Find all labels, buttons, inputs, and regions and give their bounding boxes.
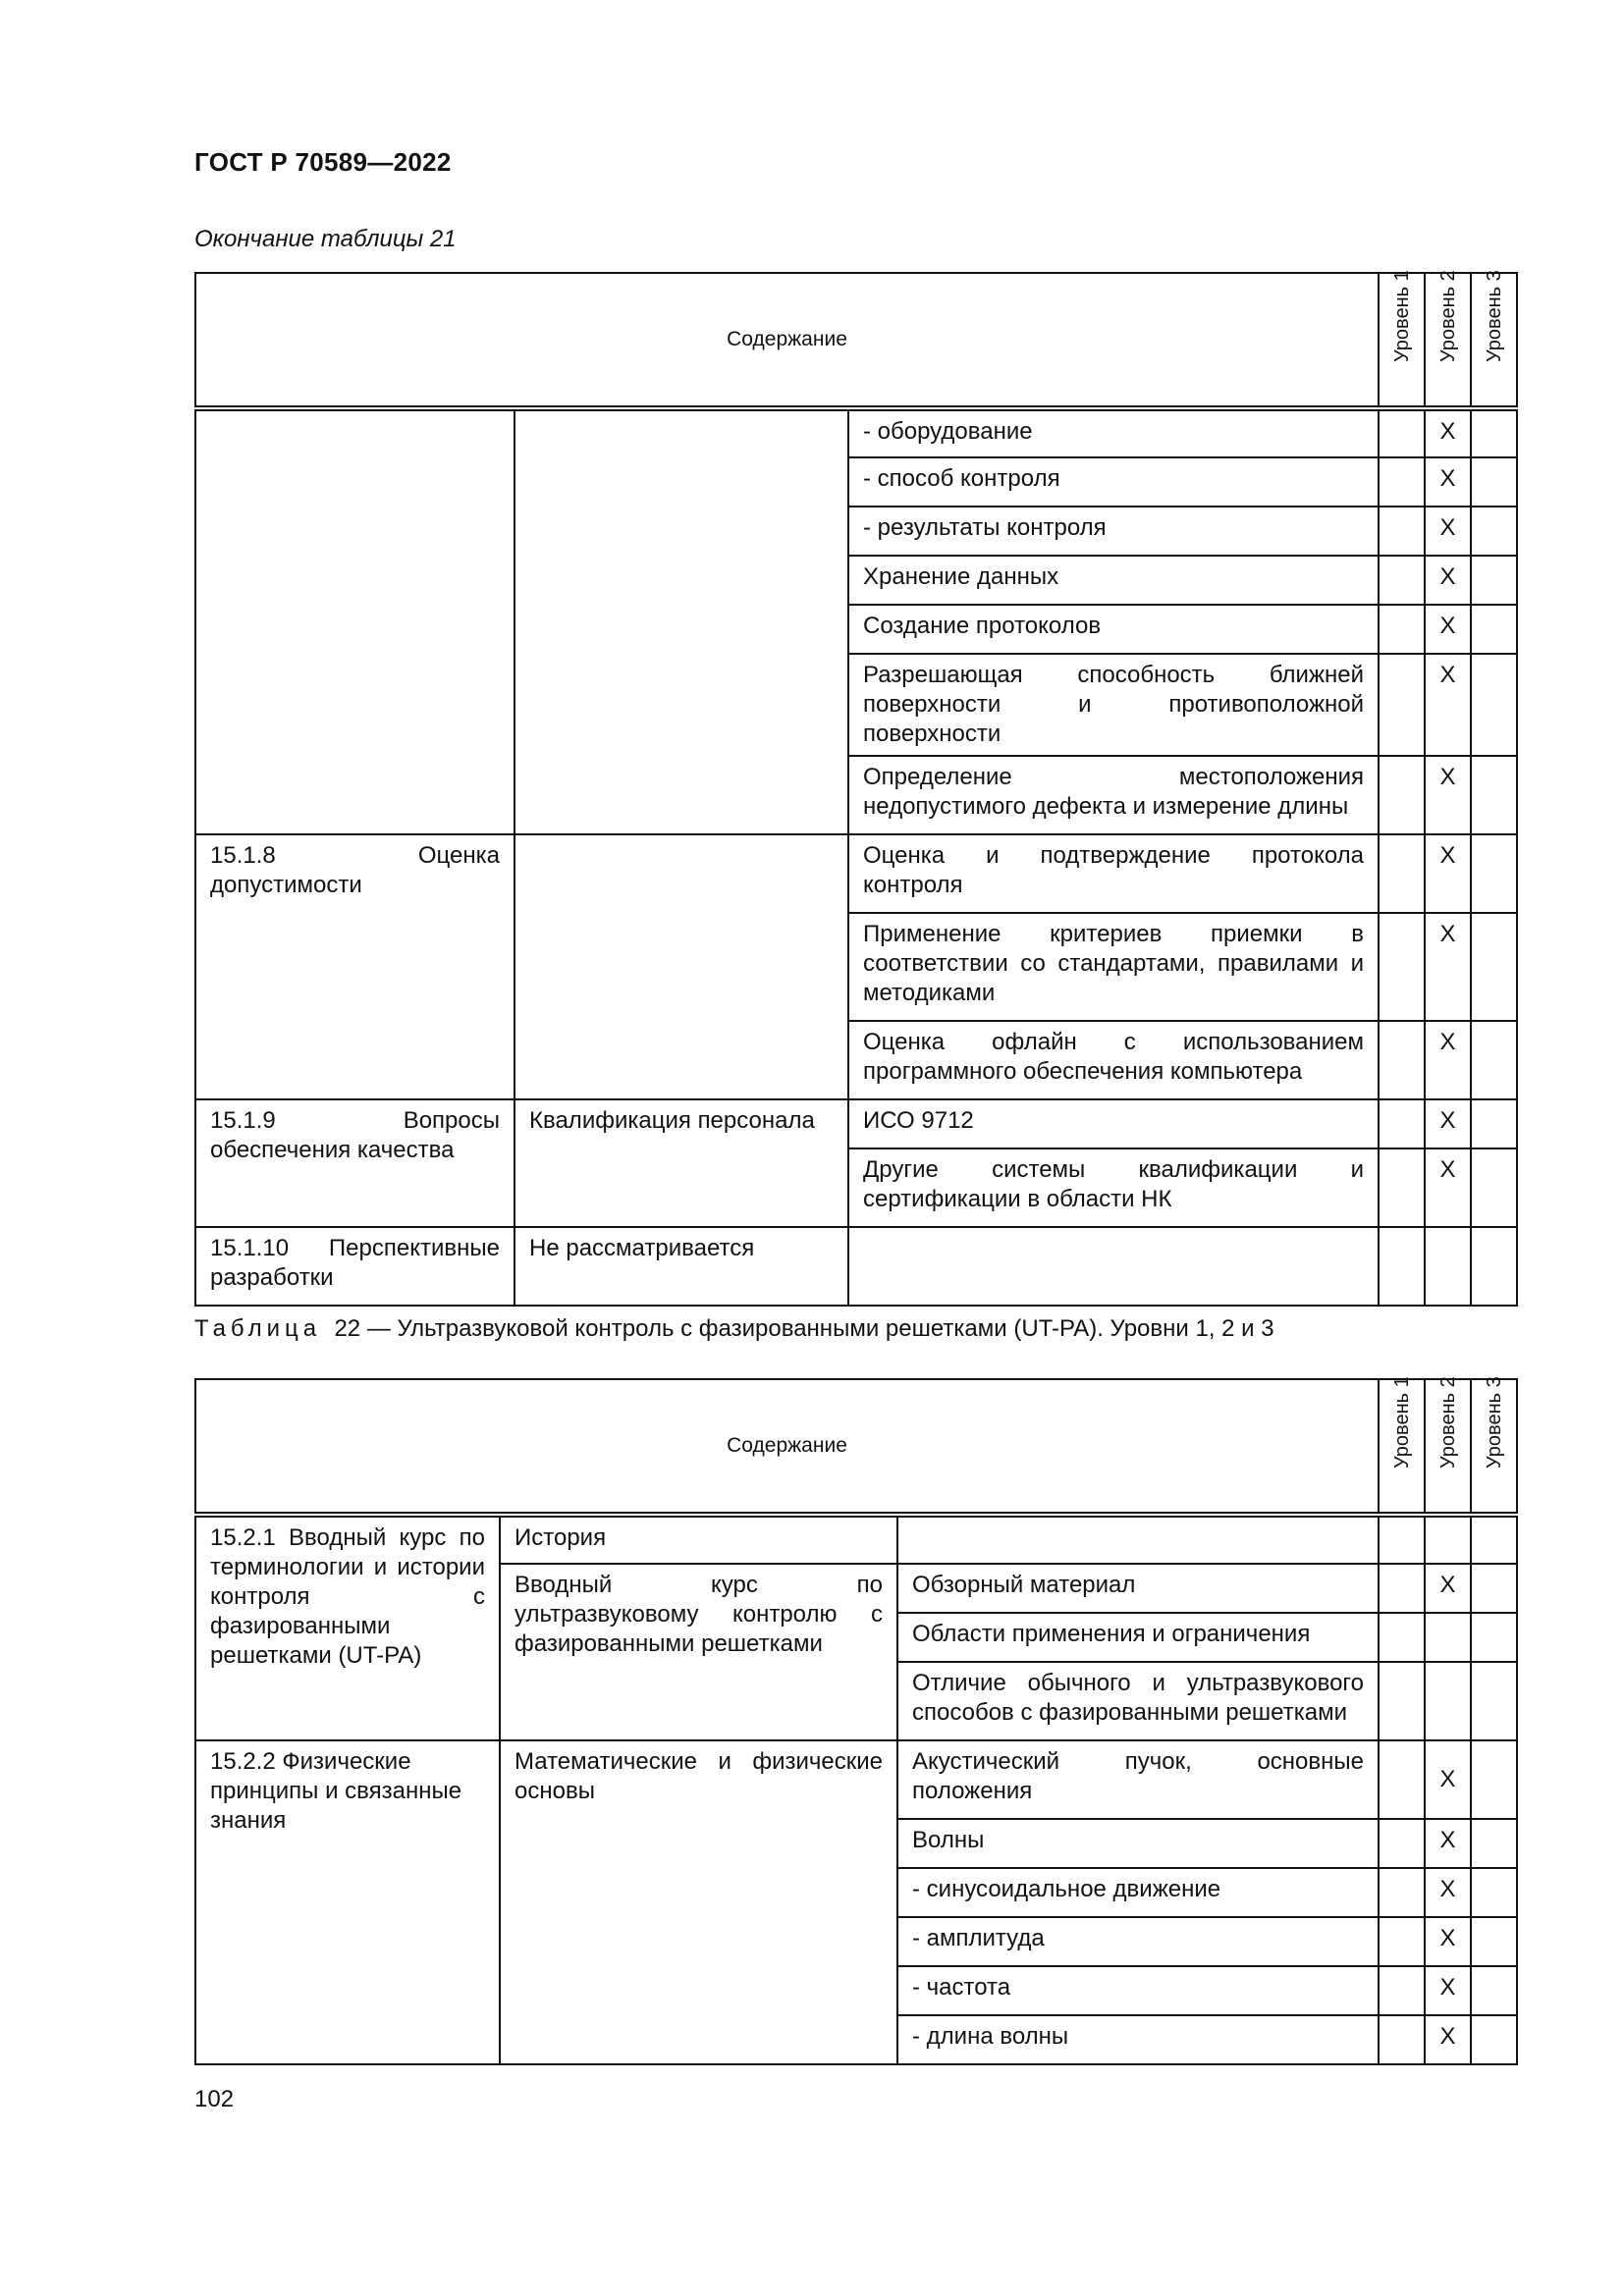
item-cell: Отличие обычного и ультразвукового способов с фазированными решетками: [897, 1662, 1379, 1740]
subsection-intro-course: Вводный курс по ультразвуковому контролю с фазированными решетками: [500, 1564, 897, 1740]
level-2-mark: X: [1425, 1148, 1471, 1227]
section-cell-empty: [195, 408, 514, 834]
level-2-mark: X: [1425, 605, 1471, 654]
subsection-not-considered: Не рассматривается: [514, 1227, 848, 1306]
level-2-mark: [1425, 1515, 1471, 1564]
level-2-mark: X: [1425, 654, 1471, 756]
table-row: [195, 1740, 1517, 1819]
level-2-mark: X: [1425, 1021, 1471, 1099]
subsection-cell-empty: [514, 408, 848, 834]
content-header: Содержание: [195, 273, 1379, 408]
table-row: [195, 1515, 1517, 1564]
table21-caption: Окончание таблицы 21: [194, 226, 457, 252]
item-cell: - оборудование: [848, 408, 1379, 457]
item-cell: - способ контроля: [848, 457, 1379, 507]
level-3-header: Уровень 3: [1471, 1379, 1517, 1515]
item-cell: Оценка офлайн с использованием программного обеспечения компьютера: [848, 1021, 1379, 1099]
subsection-history: История: [500, 1515, 897, 1564]
table-21: [194, 272, 1518, 1307]
item-cell: - амплитуда: [897, 1917, 1379, 1966]
subsection-personnel: Квалификация персонала: [514, 1099, 848, 1227]
item-cell: Разрешающая способность ближней поверхности и противоположной поверхности: [848, 654, 1379, 756]
table22-caption: [194, 1315, 1274, 1343]
table-header-row: [195, 273, 1517, 408]
item-cell: Волны: [897, 1819, 1379, 1868]
level-2-mark: X: [1425, 1740, 1471, 1819]
item-cell: Области применения и ограничения: [897, 1613, 1379, 1662]
level-2-mark: X: [1425, 756, 1471, 834]
page-number: 102: [194, 2086, 235, 2112]
item-cell: Создание протоколов: [848, 605, 1379, 654]
table-row: [195, 834, 1517, 913]
section-15-2-1: 15.2.1 Вводный курс по терминологии и истории контроля с фазированными решетками (UT-PA): [195, 1515, 500, 1740]
section-15-2-2: 15.2.2 Физические принципы и связанные знания: [195, 1740, 500, 2064]
document-id: ГОСТ Р 70589—2022: [194, 147, 452, 177]
subsection-cell-empty: [514, 834, 848, 1099]
table-row: [195, 1227, 1517, 1306]
level-2-mark: X: [1425, 507, 1471, 556]
level-2-mark: X: [1425, 1099, 1471, 1148]
table-22: [194, 1378, 1518, 2065]
level-2-mark: X: [1425, 408, 1471, 457]
level-2-mark: X: [1425, 556, 1471, 605]
level-1-header: Уровень 1: [1379, 273, 1425, 408]
table-row: [195, 1099, 1517, 1148]
item-cell: ИСО 9712: [848, 1099, 1379, 1148]
item-cell: Применение критериев приемки в соответствии со стандартами, правилами и методиками: [848, 913, 1379, 1021]
level-2-mark: X: [1425, 1917, 1471, 1966]
content-header: Содержание: [195, 1379, 1379, 1515]
section-15-1-9: 15.1.9 Вопросы обеспечения качества: [195, 1099, 514, 1227]
level-2-mark: [1425, 1227, 1471, 1306]
level-2-header: Уровень 2: [1425, 273, 1471, 408]
item-cell: - синусоидальное движение: [897, 1868, 1379, 1917]
item-cell: - длина волны: [897, 2015, 1379, 2064]
item-cell: Определение местоположения недопустимого дефекта и измерение длины: [848, 756, 1379, 834]
item-cell: Другие системы квалификации и сертификации в области НК: [848, 1148, 1379, 1227]
table22-caption-title: 22 — Ультразвуковой контроль с фазированными решетками (UT-PA). Уровни 1, 2 и 3: [334, 1315, 1274, 1342]
level-2-mark: X: [1425, 1966, 1471, 2015]
level-2-mark: X: [1425, 1868, 1471, 1917]
level-2-mark: X: [1425, 1564, 1471, 1613]
item-cell: Оценка и подтверждение протокола контроля: [848, 834, 1379, 913]
table-header-row: [195, 1379, 1517, 1515]
level-2-mark: X: [1425, 913, 1471, 1021]
level-1-header: Уровень 1: [1379, 1379, 1425, 1515]
section-15-1-8: 15.1.8 Оценка допустимости: [195, 834, 514, 1099]
item-cell: - частота: [897, 1966, 1379, 2015]
section-15-1-10: 15.1.10 Перспективные разработки: [195, 1227, 514, 1306]
table-row: [195, 408, 1517, 457]
level-2-mark: X: [1425, 2015, 1471, 2064]
level-2-header: Уровень 2: [1425, 1379, 1471, 1515]
item-cell: [897, 1515, 1379, 1564]
level-2-mark: X: [1425, 834, 1471, 913]
table22-caption-word: Таблица: [194, 1315, 322, 1342]
level-2-mark: [1425, 1613, 1471, 1662]
item-cell: Акустический пучок, основные положения: [897, 1740, 1379, 1819]
item-cell: - результаты контроля: [848, 507, 1379, 556]
item-cell: Хранение данных: [848, 556, 1379, 605]
level-2-mark: [1425, 1662, 1471, 1740]
level-2-mark: X: [1425, 1819, 1471, 1868]
level-3-header: Уровень 3: [1471, 273, 1517, 408]
level-2-mark: X: [1425, 457, 1471, 507]
item-cell: Обзорный материал: [897, 1564, 1379, 1613]
subsection-math-physics: Математические и физические основы: [500, 1740, 897, 2064]
item-cell: [848, 1227, 1379, 1306]
